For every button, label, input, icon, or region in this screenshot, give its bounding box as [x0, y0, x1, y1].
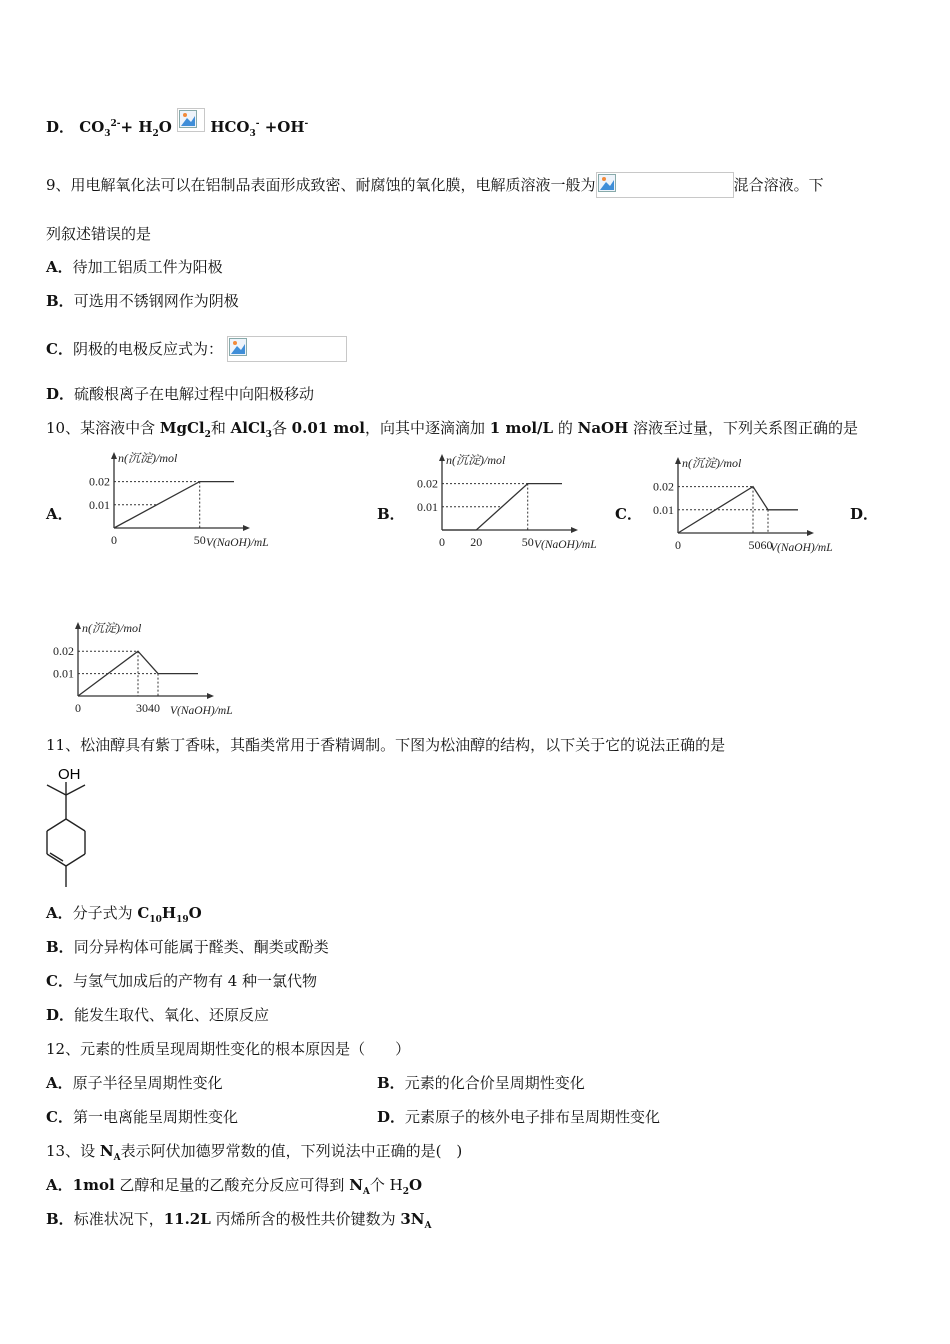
y-tick-label: 0.02	[653, 479, 674, 494]
x-axis-label: V(NaOH)/mL	[534, 539, 597, 551]
q9-option-c: C．阴极的电极反应式为：	[46, 337, 347, 363]
chart-c	[640, 456, 833, 554]
q10-label-a: A．	[46, 505, 73, 523]
q11-option-a: A．分子式为 $C_{10}H_{19}O$	[46, 904, 202, 925]
y-tick-label: 0.01	[53, 666, 74, 681]
x-tick-label: 0	[75, 701, 81, 715]
x-axis-arrow	[207, 693, 214, 699]
x-axis-arrow	[571, 527, 578, 533]
x-axis-label: V(NaOH)/mL	[206, 537, 269, 549]
q9-stem: 9、用电解氧化法可以在铝制品表面形成致密、耐腐蚀的氧化膜，电解质溶液一般为 混合溶液。下	[46, 173, 824, 199]
q10-label-c: C．	[615, 505, 642, 523]
broken-image-icon	[229, 338, 247, 356]
x-tick-label: 0	[439, 535, 445, 549]
q9-stem-line2: 列叙述错误的是	[46, 225, 152, 243]
y-tick-label: 0.02	[53, 644, 74, 659]
q9-option-d: D．硫酸根离子在电解过程中向阳极移动	[46, 385, 315, 403]
x-axis-label: V(NaOH)/mL	[770, 542, 833, 554]
q10-label-d: D．	[850, 505, 879, 523]
y-axis-label: n(沉淀)/mol	[82, 621, 142, 635]
y-axis-arrow	[111, 452, 117, 459]
terpineol-structure	[36, 762, 106, 892]
q11-option-c: C．与氢气加成后的产物有 4 种一氯代物	[46, 972, 318, 990]
q13-stem: 13、设 $N_A$表示阿伏加德罗常数的值，下列说法中正确的是( )	[46, 1142, 463, 1163]
q12-option-a: A．原子半径呈周期性变化	[46, 1074, 223, 1092]
q12-option-c: C．第一电离能呈周期性变化	[46, 1108, 238, 1126]
x-tick-label: 50	[193, 533, 206, 547]
q8-option-d: D． $CO_3^{2-}+ H_2O$ $HCO_3^- +OH^-$	[46, 116, 308, 140]
q12-option-d: D．元素原子的核外电子排布呈周期性变化	[377, 1108, 661, 1126]
structure-bonds	[47, 782, 85, 887]
y-axis-label: n(沉淀)/mol	[682, 456, 742, 470]
cathode-equation-image	[227, 336, 347, 362]
x-tick-label: 3040	[136, 701, 160, 715]
x-tick-label: 5060	[748, 538, 773, 552]
q11-stem: 11、松油醇具有紫丁香味，其酯类常用于香精调制。下图为松油醇的结构，以下关于它的说法正确的是	[46, 736, 726, 754]
x-tick-label: 20	[470, 535, 483, 549]
broken-image-icon	[179, 110, 197, 128]
y-axis-label: n(沉淀)/mol	[446, 453, 506, 467]
electrolyte-formula-image	[596, 172, 734, 198]
equilibrium-arrow-image	[177, 108, 205, 132]
x-axis-arrow	[243, 525, 250, 531]
chart-b	[400, 453, 597, 552]
x-axis-label: V(NaOH)/mL	[170, 705, 233, 717]
q9-option-b: B．可选用不锈钢网作为阴极	[46, 292, 239, 310]
y-tick-label: 0.02	[417, 476, 438, 491]
x-tick-label: 0	[675, 538, 681, 552]
y-axis-arrow	[675, 457, 681, 464]
q12-stem: 12、元素的性质呈现周期性变化的根本原因是（ ）	[46, 1040, 411, 1058]
q11-option-b: B．同分异构体可能属于醛类、酮类或酚类	[46, 938, 329, 956]
x-tick-label: 50	[521, 535, 534, 549]
y-tick-label: 0.02	[89, 474, 110, 489]
chart-a	[78, 451, 269, 550]
y-axis-arrow	[75, 622, 81, 629]
broken-image-icon	[598, 174, 616, 192]
x-tick-label: 0	[111, 533, 117, 547]
oh-label: OH	[58, 766, 81, 783]
y-tick-label: 0.01	[417, 499, 438, 514]
q9-option-a: A．待加工铝质工件为阳极	[46, 258, 223, 276]
q13-option-a: A．1mol 乙醇和足量的乙酸充分反应可得到 $N_A$个 $H_2O$	[46, 1176, 423, 1197]
chart-d	[40, 621, 233, 719]
y-axis-label: n(沉淀)/mol	[118, 451, 178, 465]
x-axis-arrow	[807, 530, 814, 536]
q10-stem: 10、某溶液中含 MgCl$_2$和 AlCl$_3$各 0.01 mol，向其中逐滴滴加 1 mol/L 的 NaOH 溶液至过量，下列关系图正确的是	[46, 419, 859, 440]
y-tick-label: 0.01	[89, 497, 110, 512]
y-axis-arrow	[439, 454, 445, 461]
q11-option-d: D．能发生取代、氧化、还原反应	[46, 1006, 270, 1024]
q12-option-b: B．元素的化合价呈周期性变化	[377, 1074, 585, 1092]
y-tick-label: 0.01	[653, 502, 674, 517]
q10-label-b: B．	[377, 505, 405, 523]
q13-option-b: B．标准状况下，11.2L 丙烯所含的极性共价键数为 $3N_A$	[46, 1210, 432, 1231]
